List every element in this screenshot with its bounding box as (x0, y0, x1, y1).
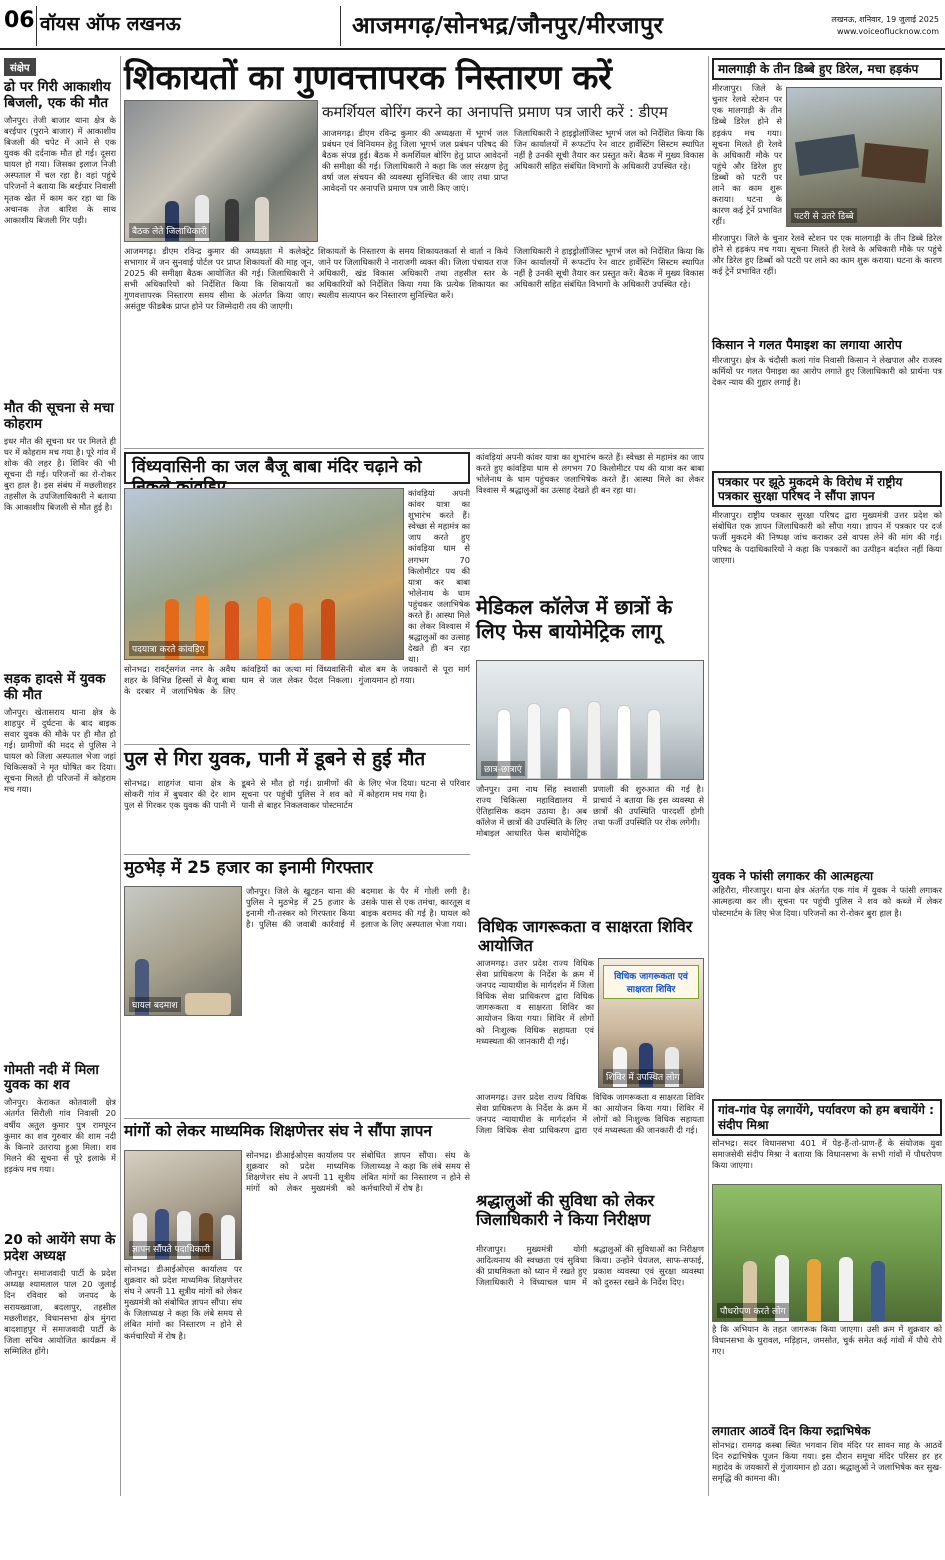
legal-photo (598, 958, 704, 1088)
brief-body: जौनपुर। तेजी बाजार थाना क्षेत्र के बरईपार (पुराने बाजार) में आकाशीय बिजली की चपेट में आने से एक युवक की दर्दनाक मौत हो गई। दूसरा घायल हो गया। जिसका इलाज निजी अस्पताल में चल रहा है। वहां पहुंचे परिजनों ने बताया कि बरईपार निवासी मृतक खेत में काम कर रहा था कि अचानक तेज बारिश के साथ आकाशीय बिजली गिर पड़ी। (4, 114, 116, 225)
kanwar-headline-box (124, 452, 470, 484)
plant-photo-wrap (712, 1184, 942, 1324)
journalist-body: मीरजापुर। राष्ट्रीय पत्रकार सुरक्षा परिषद द्वारा मुख्यमंत्री उत्तर प्रदेश को संबोधित एक ज्ञापन जिलाधिकारी को सौंपा गया। ज्ञापन में पत्रकार पर दर्ज फर्जी मुकदमे की निष्पक्ष जांच कराकर उसे वापस लेने की मांग की गई। परिषद के पदाधिकारियों ने कहा कि पत्रकारों का उत्पीड़न बर्दाश्त नहीं किया जाएगा। (712, 510, 942, 565)
photo-caption: शिविर में उपस्थित लोग (603, 1069, 683, 1084)
brief-headline: सड़क हादसे में युवक की मौत (4, 670, 106, 703)
legal-headline: विधिक जागरूकता व साक्षरता शिविर आयोजित (478, 917, 693, 955)
lead-body: आजमगढ़। डीएम रविन्द्र कुमार की अध्यक्षता में भूगर्भ जल प्रबंधन एवं विनियमन हेतु जिला भूगर्भ जल प्रबंधन परिषद की बैठक संपन्न हुई। बैठक में कमर्शियल बोरिंग हेतु प्राप्त आवेदनों की समीक्षा की गई। जिलाधिकारी ने कहा कि जल संरक्षण हेतु वर्षा जल संचयन की व्यवस्था सुनिश्चित की जाए तथा प्राप्त आवेदनों पर अनापत्ति प्रमाण पत्र जारी किए जाएं। (322, 128, 508, 194)
brief-headline: मौत की सूचना से मचा कोहराम (4, 399, 114, 432)
lead-headline: शिकायतों का गुणवत्तापरक निस्तारण करें (124, 58, 612, 98)
section-rule (124, 448, 704, 449)
lead-body: जिलाधिकारी ने हाइड्रोलॉजिस्ट भूगर्भ जल को निर्देशित किया कि जिन कार्यालयों में रूफटॉप रेन वाटर हार्वेस्टिंग सिस्टम स्थापित नहीं है उनकी सूची तैयार कर प्रस्तुत करें। बैठक में मुख्य विकास अधिकारी सहित संबंधित विभागों के अधिकारी उपस्थित रहे। (514, 128, 704, 172)
legal-headline-box (476, 916, 704, 956)
brief-headline: गोमती नदी में मिला युवक का शव (4, 1061, 99, 1094)
page-number: 06 (4, 8, 35, 33)
legal-body-col (476, 1092, 704, 1190)
teachers-body: सोनभद्र। डीआईओएस कार्यालय पर शुक्रवार को प्रदेश माध्यमिक शिक्षणेत्तर संघ ने अपनी 11 सूत्रीय मांगों को लेकर मुख्यमंत्री को संबोधित ज्ञापन सौंपा। संघ के जिलाध्यक्ष ने कहा कि लंबे समय से लंबित मांगों का निस्तारण न होने से कर्मचारियों में रोष है। (124, 1264, 242, 1341)
lead-headline-box (124, 58, 704, 98)
paper-name: वॉयस ऑफ लखनऊ (40, 13, 181, 35)
arrest-headline: मुठभेड़ में 25 हजार का इनामी गिरफ्तार (124, 858, 373, 878)
plant-photo (712, 1184, 942, 1322)
masthead (0, 0, 945, 50)
arrest-body: जौनपुर। जिले के खुटहन थाना की पुलिस ने मुठभेड़ में 25 हजार के इनामी गौ-तस्कर को गिरफ्तार किया है। पुलिस की जवाबी कार्रवाई में बदमाश के पैर में गोली लगी है। उसके पास से एक तमंचा, कारतूस व बाइक बरामद की गई है। घायल को इलाज के लिए अस्पताल भेजा गया। (246, 886, 470, 930)
photo-caption: घायल बदमाश (129, 997, 181, 1012)
lead-body-col (322, 128, 508, 243)
brief-body: जौनपुर। केराकत कोतवाली क्षेत्र अंतर्गत सिरौली गांव निवासी 20 वर्षीय अतुल कुमार पुत्र रामपूरन कुमार का शव गुरुवार की शाम नदी के किनारे उतराया हुआ मिला। शव मिलने की सूचना से पूरे इलाके में हड़कंप मच गया। (4, 1097, 116, 1174)
kanwar-headline: विंध्यवासिनी का जल बैजू बाबा मंदिर चढ़ाने को (132, 457, 422, 477)
medical-photo (476, 660, 704, 780)
kanwar-continued-col (476, 452, 704, 594)
plant-headline-box (712, 1099, 942, 1135)
photo-caption: पौधरोपण करते लोग (717, 1303, 789, 1318)
suicide-headline: युवक ने फांसी लगाकर की आत्महत्या (712, 869, 874, 884)
region-title: आजमगढ़/सोनभद्र/जौनपुर/मीरजापुर (352, 13, 664, 39)
rail-block (712, 83, 942, 233)
section-label: संक्षेप (4, 58, 36, 76)
medical-headline-box (476, 596, 704, 656)
bridge-headline: पुल से गिरा युवक, पानी में डूबने से हुई मौत (124, 748, 426, 770)
dateline (831, 14, 939, 38)
brief-headline: ढो पर गिरी आकाशीय बिजली, एक की मौत (4, 79, 111, 111)
rudra-body: सोनभद्र। रामगढ़ कस्बा स्थित भगवान शिव मंदिर पर सावन माह के आठवें दिन रुद्राभिषेक पूजन किया गया। इस दौरान समूचा मंदिर परिसर हर हर महादेव के जयकारों से गुंजायमान हो उठा। श्रद्धालुओं ने जलाभिषेक कर सुख-समृद्धि की कामना की। (712, 1439, 942, 1484)
plant-body: सोनभद्र। सदर विधानसभा 401 में पेड़-हैं-तो-प्राण-हैं के संयोजक युवा समाजसेवी संदीप मिश्रा ने बताया कि विधानसभा के सभी गांवों में पौधरोपण किया जाएगा। (712, 1137, 942, 1170)
medical-body-col (476, 784, 704, 914)
medical-headline: मेडिकल कॉलेज में छात्रों के लिए फेस बायोमेट्रिक लागू (476, 595, 673, 643)
plant-body: है कि अभियान के तहत जागरूक किया जाएगा। उसी क्रम में शुक्रवार को विधानसभा के घुरावल, मड़िहान, जमसोत, चुर्क समेत कई गांवों में पौधे रोपे गए। (712, 1323, 942, 1356)
legal-banner: विधिक जागरूकता एवं साक्षरता शिविर (603, 965, 699, 999)
teachers-headline: मांगों को लेकर माध्यमिक शिक्षणेत्तर संघ ने सौंपा ज्ञापन (124, 1122, 432, 1140)
lead-photo (124, 100, 318, 242)
lead-body: जिलाधिकारी ने हाइड्रोलॉजिस्ट भूगर्भ जल को निर्देशित किया कि जिन कार्यालयों में रूफटॉप रेन वाटर हार्वेस्टिंग सिस्टम स्थापित नहीं है उनकी सूची तैयार कर प्रस्तुत करें। बैठक में मुख्य विकास अधिकारी सहित संबंधित विभागों के अधिकारी उपस्थित रहे। (514, 246, 704, 290)
lead-body: आजमगढ़। डीएम रविन्द्र कुमार की अध्यक्षता में कलेक्ट्रेट सभागार में जन सुनवाई पोर्टल पर प्राप्त शिकायतों की माह जून, 2025 की समीक्षा बैठक आयोजित की गई। जिलाधिकारी ने सभी अधिकारियों को निर्देशित किया कि शिकायतों का गुणवत्तापरक निस्तारण समय सीमा के अंतर्गत किया जाए। असंतुष्ट फीडबैक प्राप्त होने पर जिम्मेदारी तय की जाएगी। (124, 246, 314, 312)
lead-body-col (318, 246, 508, 446)
section-rule (124, 1118, 470, 1119)
section-rule (124, 854, 470, 855)
lead-body-col (514, 246, 704, 441)
brief-body: इधर मौत की सूचना घर पर मिलते ही घर में कोहराम मच गया है। पूरे गांव में शोक की लहर है। शिविर की भी सूचना दी गई। परिजनों का रो-रोकर बुरा हाल है। इस संबंध में मछलीशहर तहसील के उपजिलाधिकारी ने बताया कि आकाशीय बिजली से मौत हुई है। (4, 435, 116, 513)
pilgrims-body: मीरजापुर। मुख्यमंत्री योगी आदित्यनाथ की स्वच्छता एवं सुविधा की प्राथमिकता को ध्यान में रखते हुए जिलाधिकारी ने विंध्याचल धाम में श्रद्धालुओं की सुविधाओं का निरीक्षण किया। उन्होंने पेयजल, साफ-सफाई, प्रकाश व्यवस्था एवं सुरक्षा व्यवस्था को दुरुस्त रखने के निर्देश दिए। (476, 1244, 704, 1288)
rail-headline: मालगाड़ी के तीन डिब्बे हुए डिरेल, मचा हड़कंप (718, 62, 919, 76)
kanwar-body: कांवड़ियां अपनी कांवर यात्रा का शुभारंभ करते हैं। स्वेच्छा से महामंत्र का जाप करते हुए कांवड़िया धाम से लगभग 70 किलोमीटर पथ की यात्रा कर बाबा भोलेनाथ के धाम पहुंचकर जलाभिषेक करते हैं। आस्था मिले का लेकर विश्वास में श्रद्धालुओं का उत्साह देखते ही बन रहा था। (476, 452, 704, 496)
website[interactable]: www.voiceoflucknow.com (836, 27, 939, 36)
photo-caption: बैठक लेते जिलाधिकारी (129, 223, 210, 238)
bridge-body: सोनभद्र। शाहगंज थाना क्षेत्र के सोकरी गांव में बुधवार की देर शाम पुल से गिरकर एक युवक की पानी में डूबने से मौत हो गई। ग्रामीणों की सूचना पर पहुंची पुलिस ने शव को पानी से बाहर निकलवाकर पोस्टमार्टम के लिए भेज दिया। घटना से परिवार में कोहराम मच गया है। (124, 778, 470, 811)
photo-caption: छात्र-छात्राएं (481, 761, 525, 776)
arrest-headline-box (124, 858, 470, 884)
plant-headline: गांव-गांव पेड़ लगायेंगे, पर्यावरण को हम बचायेंगे : संदीप मिश्रा (718, 1103, 934, 1132)
kanwar-body: सोनभद्र। रावर्ट्सगंज नगर के अवैध शहर के विभिन्न हिस्सों से बैजू बाबा के दरबार में जलाभिषेक के लिए कांवड़ियों का जत्था मां विंध्यवासिनी धाम से जल लेकर पैदल निकला। बोल बम के जयकारों से पूरा मार्ग गुंजायमान हो गया। (124, 664, 470, 697)
lead-body-col (514, 128, 704, 243)
rail-body: मीरजापुर। जिले के चुनार रेलवे स्टेशन पर एक मालगाड़ी के तीन डिब्बे डिरेल होने से हड़कंप मच गया। सूचना मिलते ही रेलवे के अधिकारी मौके पर पहुंचे और डिरेल हुए डिब्बों को पटरी पर लाने का काम शुरू कराया। घटना के कारण कई ट्रेनें प्रभावित रहीं। (712, 83, 782, 227)
pilgrims-headline: श्रद्धालुओं की सुविधा को लेकर जिलाधिकारी ने किया निरीक्षण (476, 1191, 655, 1229)
left-column (4, 56, 116, 1496)
pilgrims-headline-box (476, 1192, 704, 1240)
kanwar-body: कांवड़ियां अपनी कांवर यात्रा का शुभारंभ करते हैं। स्वेच्छा से महामंत्र का जाप करते हुए कांवड़िया धाम से लगभग 70 किलोमीटर पथ की यात्रा कर बाबा भोलेनाथ के धाम पहुंचकर जलाभिषेक करते हैं। आस्था मिले का लेकर विश्वास में श्रद्धालुओं का उत्साह देखते ही बन रहा था। (408, 488, 470, 665)
arrest-photo (124, 886, 242, 1016)
teachers-body: सोनभद्र। डीआईओएस कार्यालय पर शुक्रवार को प्रदेश माध्यमिक शिक्षणेत्तर संघ ने अपनी 11 सूत्रीय मांगों को लेकर मुख्यमंत्री को संबोधित ज्ञापन सौंपा। संघ के जिलाध्यक्ष ने कहा कि लंबे समय से लंबित मांगों का निस्तारण न होने से कर्मचारियों में रोष है। (246, 1150, 470, 1194)
column-rule (708, 56, 709, 1496)
rail-photo (786, 87, 942, 227)
teachers-photo (124, 1150, 242, 1260)
teachers-headline-box (124, 1122, 470, 1148)
photo-caption: पदयात्रा करते कांवड़िए (129, 641, 208, 656)
bridge-headline-box (124, 748, 470, 776)
farmer-body: मीरजापुर। क्षेत्र के चंदौसी कलां गांव निवासी किसान ने लेखपाल और राजस्व कर्मियों पर गलत पैमाइश का आरोप लगाते हुए जिलाधिकारी को प्रार्थना पत्र देकर न्याय की गुहार लगाई है। (712, 354, 942, 388)
farmer-headline: किसान ने गलत पैमाइश का लगाया आरोप (712, 337, 902, 353)
rudra-headline: लगातार आठवें दिन किया रुद्राभिषेक (712, 1423, 871, 1438)
brief-headline: 20 को आयेंगे सपा के प्रदेश अध्यक्ष (4, 1232, 116, 1265)
suicide-body: अहिरौरा, मीरजापुर। थाना क्षेत्र अंतर्गत एक गांव में युवक ने फांसी लगाकर आत्महत्या कर ली। सूचना पर पहुंची पुलिस ने शव को कब्जे में लेकर पोस्टमार्टम के लिए भेज दिया। परिजनों का रो-रोकर बुरा हाल है। (712, 885, 942, 918)
rail-headline-box (712, 58, 942, 80)
legal-body: आजमगढ़। उत्तर प्रदेश राज्य विधिक सेवा प्राधिकरण के निर्देश के क्रम में जनपद न्यायाधीश के मार्गदर्शन में जिला विधिक सेवा प्राधिकरण द्वारा विधिक जागरूकता व साक्षरता शिविर का आयोजन किया गया। शिविर में लोगों को निःशुल्क विधिक सहायता एवं मध्यस्थता की जानकारी दी गई। (476, 958, 594, 1046)
lead-subhead-box (322, 102, 702, 126)
legal-body: आजमगढ़। उत्तर प्रदेश राज्य विधिक सेवा प्राधिकरण के निर्देश के क्रम में जनपद न्यायाधीश के मार्गदर्शन में जिला विधिक सेवा प्राधिकरण द्वारा विधिक जागरूकता व साक्षरता शिविर का आयोजन किया गया। शिविर में लोगों को निःशुल्क विधिक सहायता एवं मध्यस्थता की जानकारी दी गई। (476, 1092, 704, 1136)
rail-body: मीरजापुर। जिले के चुनार रेलवे स्टेशन पर एक मालगाड़ी के तीन डिब्बे डिरेल होने से हड़कंप मच गया। सूचना मिलते ही रेलवे के अधिकारी मौके पर पहुंचे और डिरेल हुए डिब्बों को पटरी पर लाने का काम शुरू कराया। घटना के कारण कई ट्रेनें प्रभावित रहीं। (712, 233, 942, 277)
section-rule (124, 744, 470, 745)
column-rule (120, 56, 121, 1496)
lead-body: शिकायतों के निस्तारण के समय शिकायतकर्ता से वार्ता न किये जाने पर जिलाधिकारी ने नाराजगी व्यक्त की। जिला पंचायत राज अधिकारी, खंड विकास अधिकारी तथा तहसील स्तर के अधिकारियों को निर्देशित किया गया कि प्रत्येक शिकायत का स्थलीय सत्यापन कर निस्तारण सुनिश्चित करें। (318, 246, 508, 301)
kanwar-body-col (408, 488, 470, 665)
bridge-body-col (124, 778, 470, 850)
teachers-body-col (124, 1264, 242, 1490)
teachers-body-col (246, 1150, 470, 1490)
photo-caption: पटरी से उतरे डिब्बे (791, 208, 857, 223)
journalist-headline-box (712, 471, 942, 507)
masthead-divider (36, 6, 37, 46)
lead-body-col (124, 246, 314, 446)
issue-date: लखनऊ, शनिवार, 19 जुलाई 2025 (831, 15, 939, 24)
photo-caption: ज्ञापन सौंपते पदाधिकारी (129, 1241, 213, 1256)
right-column (712, 58, 942, 1494)
brief-body: जौनपुर। समाजवादी पार्टी के प्रदेश अध्यक्ष श्यामलाल पाल 20 जुलाई दिन रविवार को जनपद के सरायख्वाजा, बदलापुर, तहसील मछलीशहर, विधानसभा क्षेत्र मुंगरा बादशाहपुर में समाजवादी पार्टी के जिला सचिव आयोजित कार्यक्रम में सम्मिलित होंगे। (4, 1268, 116, 1356)
journalist-headline: पत्रकार पर झूठे मुकदमे के विरोध में राष्ट्रीय पत्रकार सुरक्षा परिषद ने सौंपा ज्ञापन (718, 474, 903, 504)
arrest-body-col (246, 886, 470, 1114)
medical-body: जौनपुर। उमा नाथ सिंह स्वशासी राज्य चिकित्सा महाविद्यालय में ऐतिहासिक कदम उठाया है। अब कॉलेज में छात्रों की उपस्थिति के लिए मोबाइल आधारित फेस बायोमेट्रिक प्रणाली की शुरुआत की गई है। प्राचार्य ने बताया कि इस व्यवस्था से छात्रों की उपस्थिति पारदर्शी होगी तथा फर्जी उपस्थिति पर रोक लगेगी। (476, 784, 704, 839)
pilgrims-body-col (476, 1244, 704, 1490)
lead-subhead: कमर्शियल बोरिंग करने का अनापत्ति प्रमाण पत्र जारी करें : डीएम (322, 103, 668, 121)
kanwar-body-col (124, 664, 470, 742)
masthead-divider (340, 6, 341, 46)
brief-body: जौनपुर। खेतासराय थाना क्षेत्र के शाहपुर में दुर्घटना के बाद बाइक सवार युवक की मौके पर ही मौत हो गई। ग्रामीणों की मदद से पुलिस ने घायल को जिला अस्पताल भेजा जहां चिकित्सकों ने मृत घोषित कर दिया। सूचना मिलते ही परिजनों में कोहराम मच गया। (4, 706, 116, 795)
kanwar-photo (124, 488, 404, 660)
legal-body-col (476, 958, 594, 1088)
